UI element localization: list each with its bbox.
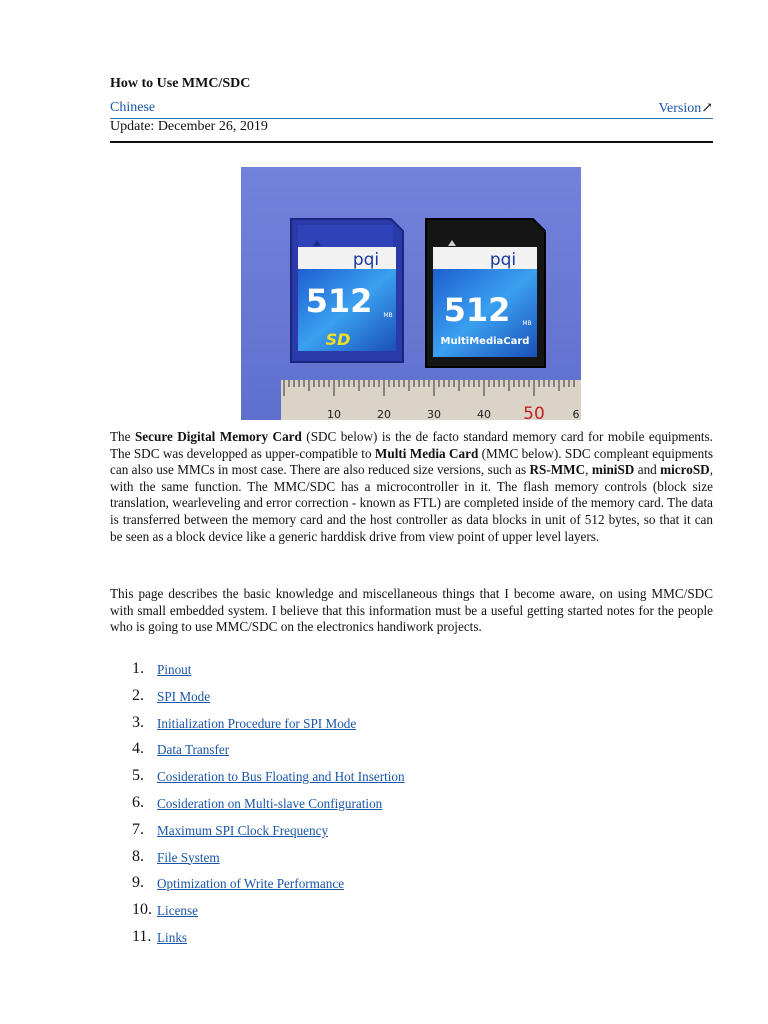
toc-link-multi-slave[interactable]: Cosideration on Multi-slave Configuration: [157, 795, 383, 811]
version-link[interactable]: Version: [658, 101, 702, 116]
toc-link-file-system[interactable]: File System: [157, 849, 220, 865]
toc-number: 1.: [132, 660, 144, 677]
toc-link-spi-mode[interactable]: SPI Mode: [157, 688, 211, 704]
header-divider: [110, 141, 713, 143]
p1-bold-sdc: Secure Digital Memory Card: [134, 429, 302, 444]
card2-capacity: 512: [443, 291, 511, 329]
p1-text-d: (MMC below). SDC compleant equipments can also use MMCs in most case. There are also reduced size versions, such as: [110, 445, 713, 478]
card2-logo: MultiMediaCard: [440, 336, 530, 347]
update-date: Update: December 26, 2019: [110, 119, 268, 134]
ruler-label-60: 6: [572, 408, 580, 420]
intro-paragraph: [110, 429, 713, 545]
description-paragraph: This page describes the basic knowledge and miscellaneous things that I become aware, on using MMC/SDC with small embedded system. I believe that this information must be a useful getting started notes for the people who is going to use MMC/SDC on the electronics handiwork projects.: [110, 586, 713, 635]
toc-link-write-performance[interactable]: Optimization of Write Performance: [157, 876, 345, 892]
p1-bold-microsd: microSD: [660, 462, 710, 478]
card1-logo: SD: [325, 330, 351, 349]
toc-number: 2.: [132, 686, 144, 704]
card2-brand: pqi: [489, 250, 517, 270]
sd-card: [291, 219, 403, 362]
toc-number: 9.: [132, 874, 144, 892]
toc-link-pinout[interactable]: Pinout: [157, 662, 192, 677]
p1-bold-mmc: Multi Media Card: [374, 445, 479, 461]
p1-text-g: , with the same function. The MMC/SDC has a microcontroller in it. The flash memory controls (block size translation, wearleveling and error correction - known as FTL) are completed inside of the memory card. The data is transferred between the memory card and the host controller as data blocks in unit of 512 bytes, so that it can be seen as a block device like a generic harddisk drive from view point of upper level layers.: [110, 462, 714, 544]
toc-link-license[interactable]: License: [157, 903, 199, 919]
ruler-label-50: 50: [523, 404, 545, 420]
version-link-wrap[interactable]: [658, 100, 713, 117]
card2-unit: MB: [522, 320, 532, 327]
mmc-card: [426, 219, 545, 367]
toc-link-links[interactable]: Links: [157, 929, 188, 945]
ruler: [281, 380, 581, 420]
toc-number: 8.: [132, 847, 144, 865]
memory-cards-illustration: [241, 167, 581, 420]
card1-unit: MB: [383, 312, 393, 319]
page-title: How to Use MMC/SDC: [110, 76, 251, 91]
memory-cards-photo: [241, 167, 581, 420]
card1-capacity: 512: [305, 282, 373, 320]
card1-brand: pqi: [352, 250, 380, 270]
chinese-link[interactable]: Chinese: [110, 100, 156, 115]
toc-link-spi-clock[interactable]: Maximum SPI Clock Frequency: [157, 822, 329, 838]
p1-bold-rsmmc: RS-MMC: [529, 462, 586, 478]
toc-number: 5.: [132, 767, 144, 785]
external-link-icon: ↗: [701, 101, 713, 116]
p1-text-c: (SDC below) is the de facto standard memory card for mobile equipments. The SDC was developped as upper-compatible to: [110, 429, 713, 461]
p1-text-e: ,: [585, 462, 592, 478]
toc-link-bus-floating[interactable]: Cosideration to Bus Floating and Hot Insertion: [157, 769, 405, 785]
ruler-label-20: 20: [377, 408, 391, 420]
toc-number: 6.: [132, 793, 144, 811]
toc-link-data-transfer[interactable]: Data Transfer: [157, 742, 230, 758]
language-bar: [110, 100, 713, 119]
ruler-label-10: 10: [327, 408, 341, 420]
toc-number: 10.: [132, 901, 152, 919]
toc-link-initialization[interactable]: Initialization Procedure for SPI Mode: [157, 715, 357, 731]
toc-number: 4.: [132, 740, 144, 758]
p1-text-f: and: [634, 462, 661, 478]
toc-number: 11.: [132, 927, 152, 945]
p1-text-a: The: [110, 429, 135, 444]
ruler-label-30: 30: [427, 408, 441, 420]
ruler-label-40: 40: [477, 408, 491, 420]
p1-bold-minisd: miniSD: [591, 462, 635, 478]
toc-number: 3.: [132, 713, 144, 731]
toc-number: 7.: [132, 820, 144, 838]
